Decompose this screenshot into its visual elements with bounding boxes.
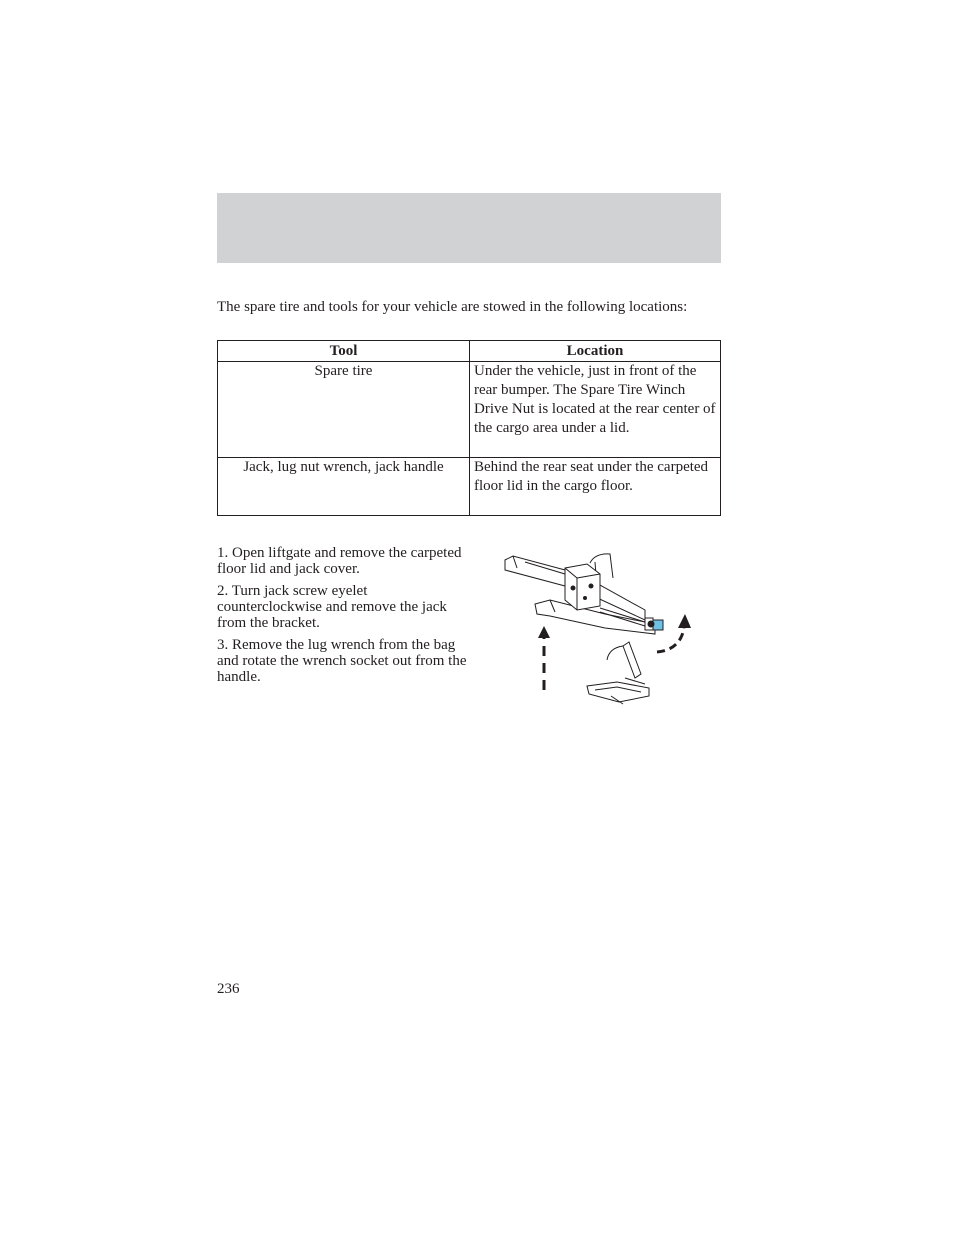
table-header-row bbox=[218, 341, 721, 362]
location-cell: Under the vehicle, just in front of the rear bumper. The Spare Tire Winch Drive Nut is located at the rear center of the cargo area under a lid. bbox=[470, 362, 721, 458]
page-number: 236 bbox=[217, 981, 240, 997]
location-cell: Behind the rear seat under the carpeted floor lid in the cargo floor. bbox=[470, 458, 721, 516]
column-header-location: Location bbox=[470, 341, 721, 362]
instruction-steps bbox=[217, 545, 467, 691]
column-header-tool: Tool bbox=[218, 341, 470, 362]
tool-cell: Jack, lug nut wrench, jack handle bbox=[218, 458, 470, 516]
tool-location-table bbox=[217, 340, 721, 516]
intro-paragraph: The spare tire and tools for your vehicle are stowed in the following locations: bbox=[217, 299, 688, 315]
table-row bbox=[218, 458, 721, 516]
jack-removal-figure bbox=[495, 548, 700, 710]
table-row bbox=[218, 362, 721, 458]
section-header-band bbox=[217, 193, 721, 263]
step-item: 3. Remove the lug wrench from the bag and rotate the wrench socket out from the handle. bbox=[217, 637, 467, 685]
step-item: 1. Open liftgate and remove the carpeted floor lid and jack cover. bbox=[217, 545, 462, 577]
tool-cell: Spare tire bbox=[218, 362, 470, 458]
step-item: 2. Turn jack screw eyelet counterclockwise and remove the jack from the bracket. bbox=[217, 583, 447, 631]
jack-removal-illustration-icon bbox=[495, 548, 700, 710]
